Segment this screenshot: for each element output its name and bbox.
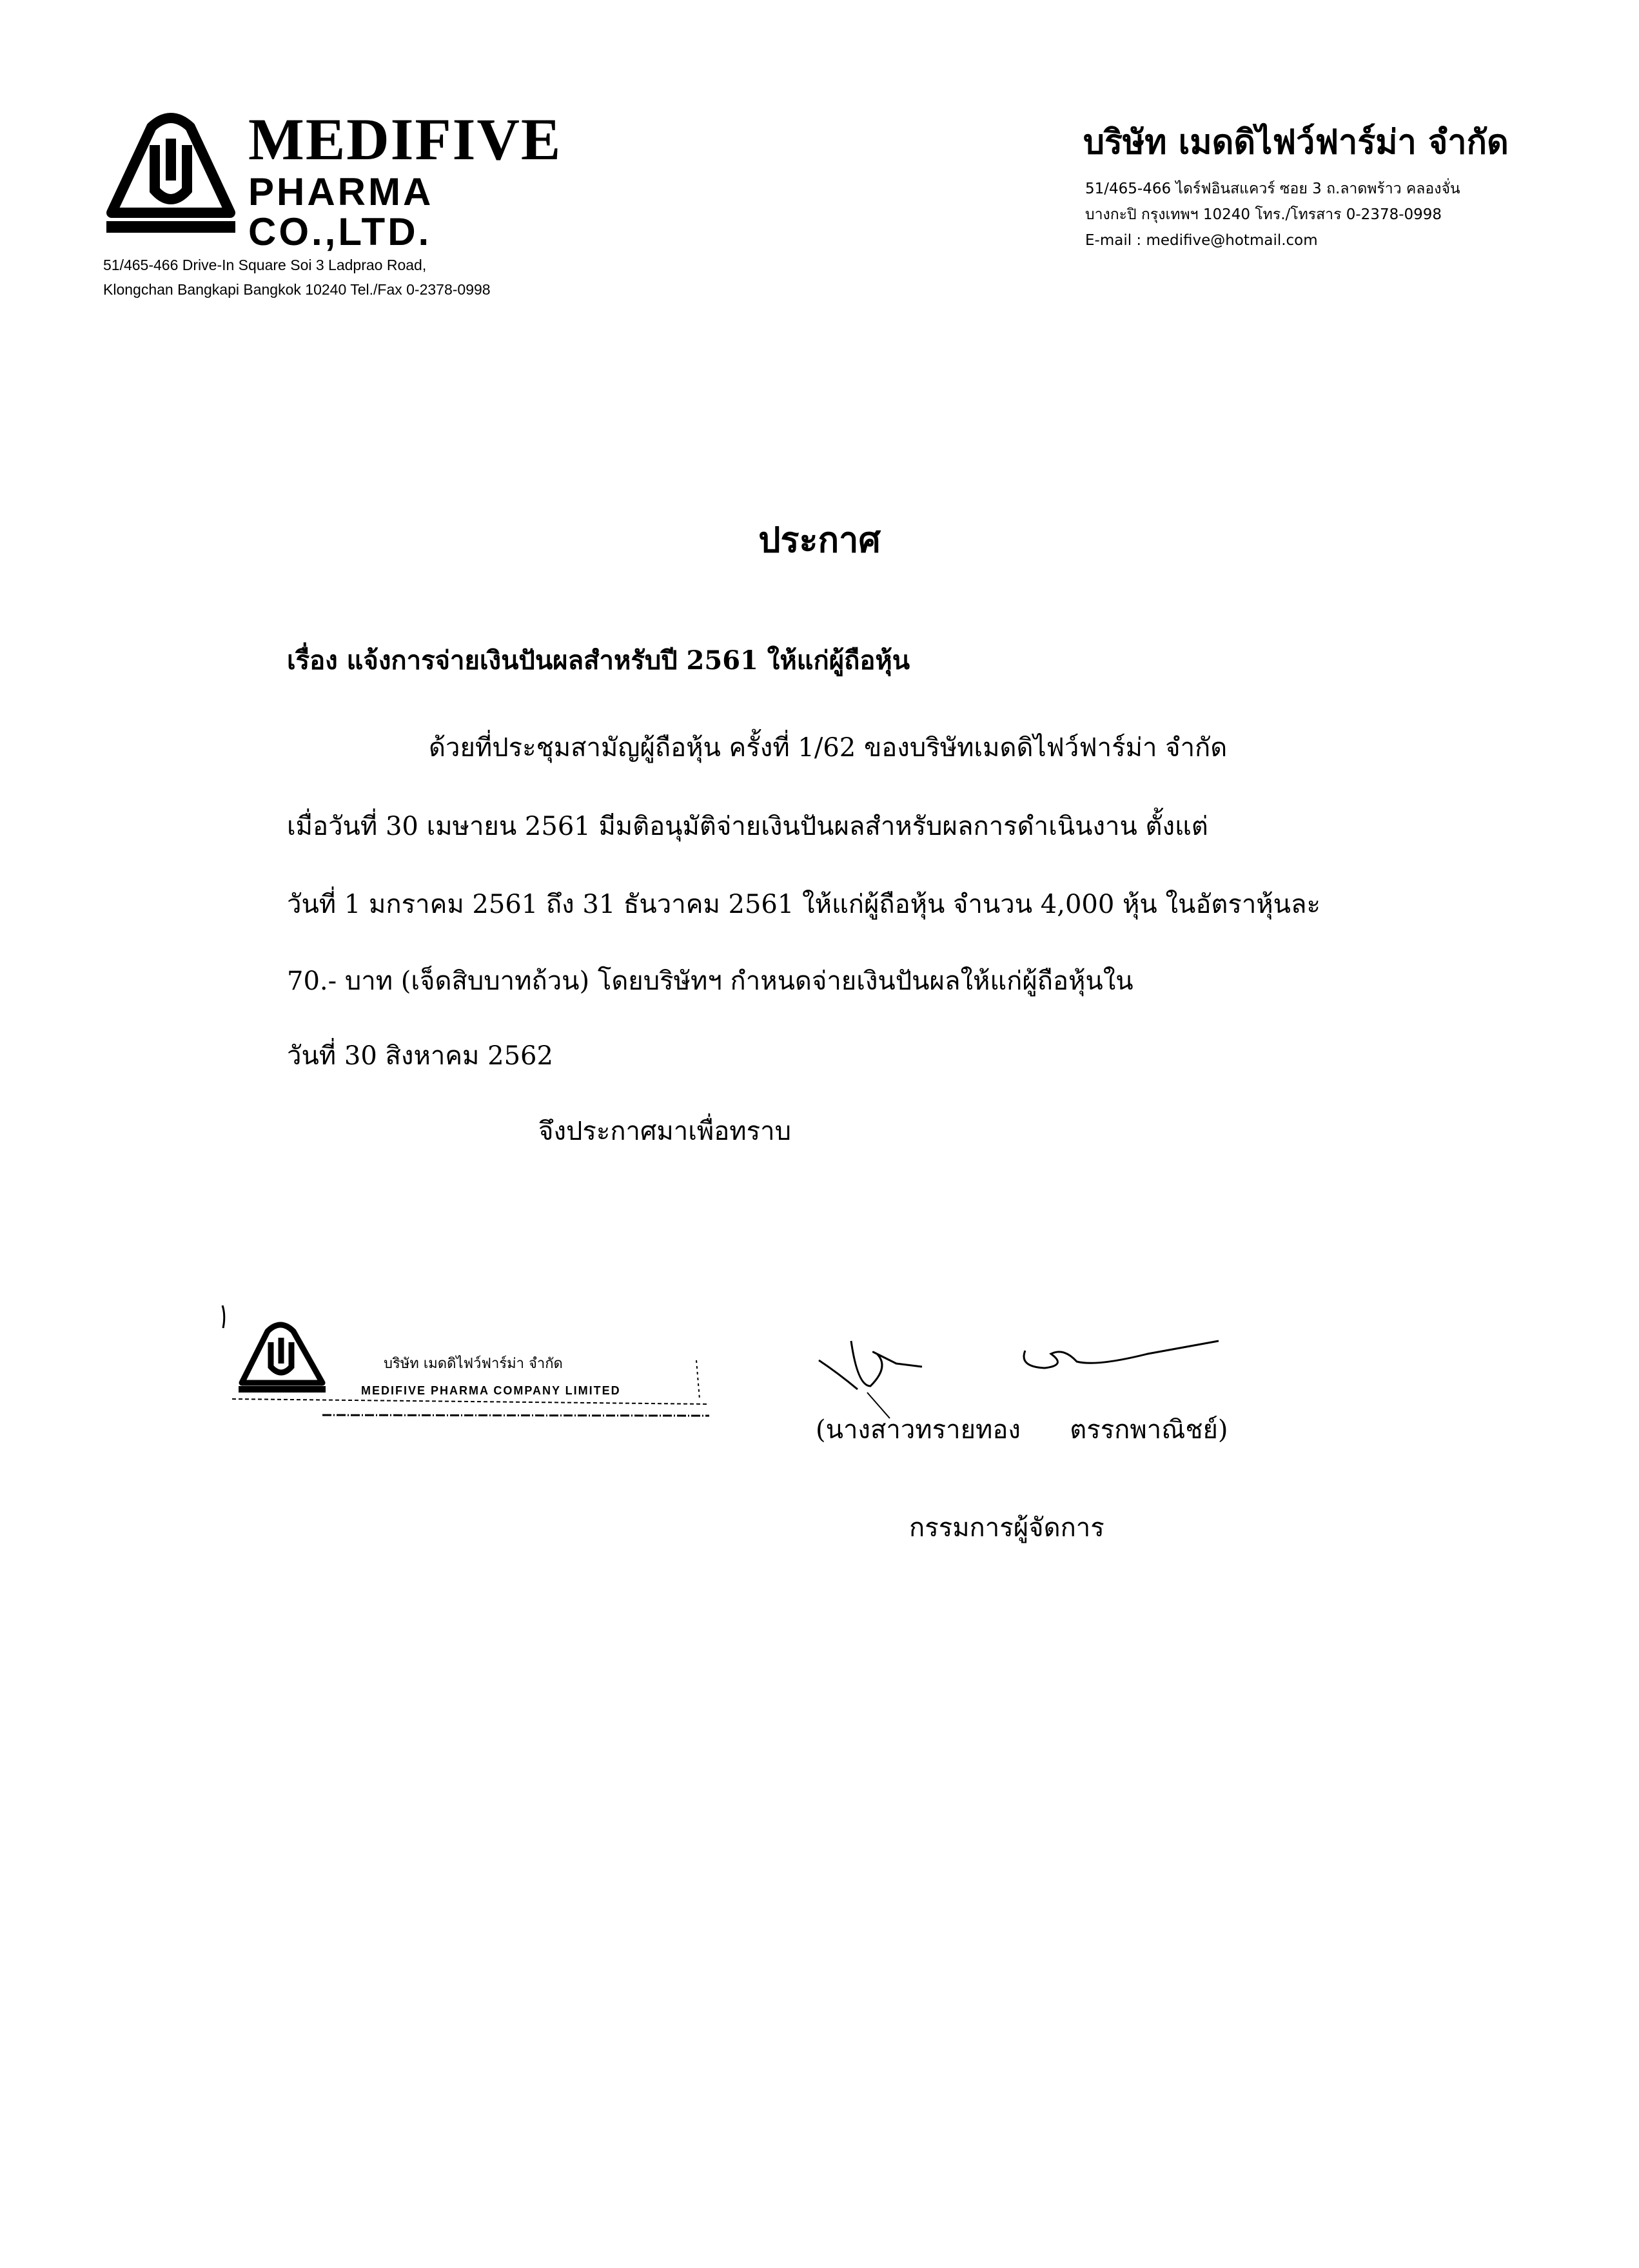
- brand-subtitle-co: CO.,LTD.: [248, 210, 432, 253]
- address-en-line-1: 51/465-466 Drive-In Square Soi 3 Ladprao Road,: [103, 257, 427, 273]
- document-title: ประกาศ: [758, 519, 881, 560]
- closing-line: จึงประกาศมาเพื่อทราบ: [538, 1117, 791, 1146]
- brand-subtitle-pharma: PHARMA: [248, 170, 434, 213]
- brand-name: MEDIFIVE: [248, 106, 562, 172]
- stamp-company-name-en: MEDIFIVE PHARMA COMPANY LIMITED: [361, 1384, 621, 1397]
- stamp-logo-icon: [239, 1325, 326, 1393]
- signatory-position: กรรมการผู้จัดการ: [909, 1513, 1104, 1543]
- address-th-line-1: 51/465-466 ไดร์ฟอินสแควร์ ซอย 3 ถ.ลาดพร้าว คลองจั่น: [1085, 181, 1460, 197]
- company-email: E-mail : medifive@hotmail.com: [1085, 232, 1318, 249]
- body-line-5: วันที่ 30 สิงหาคม 2562: [287, 1041, 553, 1071]
- document-subject: เรื่อง แจ้งการจ่ายเงินปันผลสำหรับปี 2561 ให้แก่ผู้ถือหุ้น: [287, 645, 910, 676]
- body-line-4: 70.- บาท (เจ็ดสิบบาทถ้วน) โดยบริษัทฯ กำหนดจ่ายเงินปันผลให้แก่ผู้ถือหุ้นใน: [287, 966, 1134, 996]
- stamp-company-name-th: บริษัท เมดดิไฟว์ฟาร์ม่า จำกัด: [384, 1356, 563, 1372]
- address-th-line-2: บางกะปิ กรุงเทพฯ 10240 โทร./โทรสาร 0-2378-0998: [1085, 206, 1442, 223]
- body-line-2: เมื่อวันที่ 30 เมษายน 2561 มีมติอนุมัติจ่ายเงินปันผลสำหรับผลการดำเนินงาน ตั้งแต่: [287, 812, 1208, 841]
- company-name-th: บริษัท เมดดิไฟว์ฟาร์ม่า จำกัด: [1083, 123, 1509, 162]
- company-logo-icon: [106, 113, 235, 242]
- body-line-3: วันที่ 1 มกราคม 2561 ถึง 31 ธันวาคม 2561 ให้แก่ผู้ถือหุ้น จำนวน 4,000 หุ้น ในอัตราหุ้นละ: [287, 890, 1320, 919]
- address-en-line-2: Klongchan Bangkapi Bangkok 10240 Tel./Fax 0-2378-0998: [103, 281, 491, 298]
- handwritten-signature: [812, 1328, 1225, 1425]
- signatory-name: (นางสาวทรายทอง ตรรกพาณิชย์): [816, 1415, 1228, 1445]
- body-line-1: ด้วยที่ประชุมสามัญผู้ถือหุ้น ครั้งที่ 1/62 ของบริษัทเมดดิไฟว์ฟาร์ม่า จำกัด: [429, 733, 1228, 763]
